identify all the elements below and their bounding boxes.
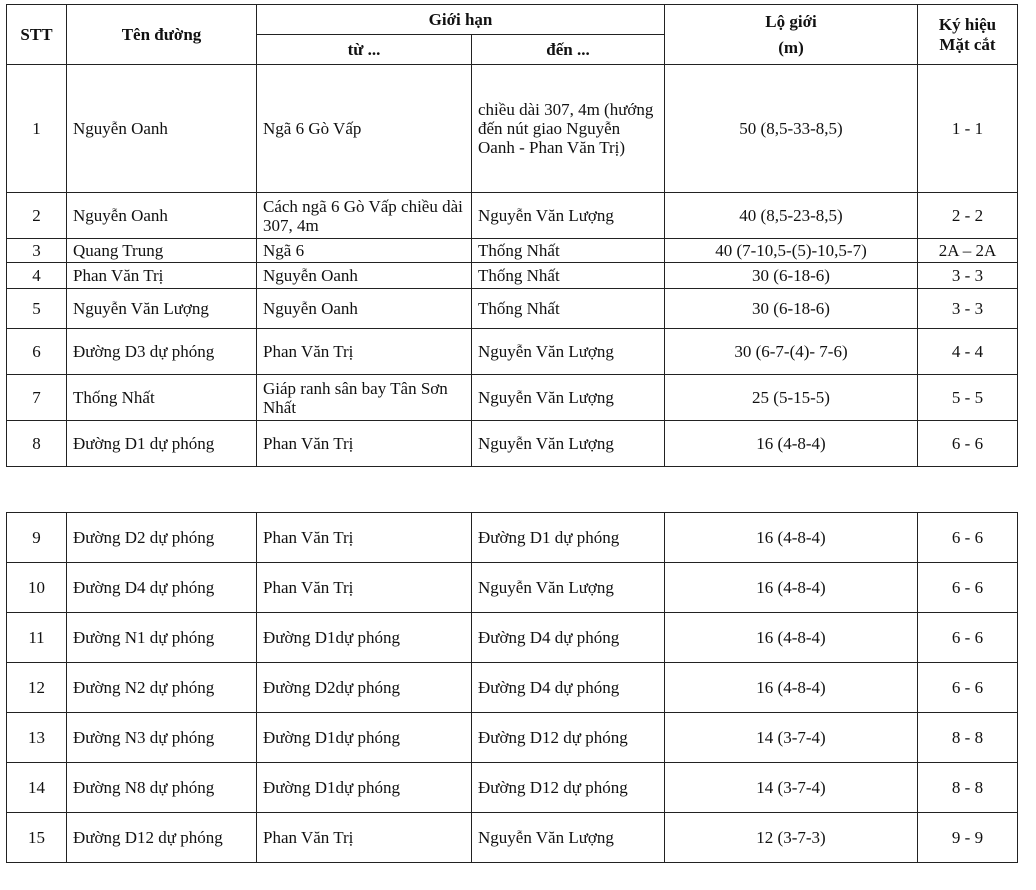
table-row [7, 289, 1018, 329]
row-number: 10 [7, 563, 67, 613]
road-width-cell: 40 (8,5-23-8,5) [665, 193, 918, 239]
road-width-cell: 12 (3-7-3) [665, 813, 918, 863]
section-symbol-cell: 5 - 5 [918, 375, 1018, 421]
road-name-cell: Đường N2 dự phóng [67, 663, 257, 713]
table-row [7, 375, 1018, 421]
from-cell: Đường D2dự phóng [257, 663, 472, 713]
from-cell: Giáp ranh sân bay Tân Sơn Nhất [257, 375, 472, 421]
header-section-symbol [918, 5, 1018, 65]
row-number: 15 [7, 813, 67, 863]
road-width-cell: 16 (4-8-4) [665, 563, 918, 613]
road-name-cell: Nguyễn Oanh [67, 65, 257, 193]
from-cell: Phan Văn Trị [257, 513, 472, 563]
road-name-cell: Đường D4 dự phóng [67, 563, 257, 613]
header-from: từ ... [257, 35, 472, 65]
road-width-cell: 30 (6-7-(4)- 7-6) [665, 329, 918, 375]
table-row [7, 663, 1018, 713]
road-width-cell: 16 (4-8-4) [665, 663, 918, 713]
from-cell: Phan Văn Trị [257, 421, 472, 467]
road-width-cell: 30 (6-18-6) [665, 289, 918, 329]
table-row [7, 421, 1018, 467]
from-cell: Phan Văn Trị [257, 329, 472, 375]
table-body-part-1 [7, 65, 1018, 467]
section-symbol-cell: 6 - 6 [918, 563, 1018, 613]
row-number: 12 [7, 663, 67, 713]
section-symbol-cell: 1 - 1 [918, 65, 1018, 193]
road-name-cell: Phan Văn Trị [67, 263, 257, 289]
road-name-cell: Thống Nhất [67, 375, 257, 421]
to-cell: Nguyễn Văn Lượng [472, 563, 665, 613]
road-width-cell: 25 (5-15-5) [665, 375, 918, 421]
from-cell: Cách ngã 6 Gò Vấp chiều dài 307, 4m [257, 193, 472, 239]
table-row [7, 563, 1018, 613]
from-cell: Nguyễn Oanh [257, 263, 472, 289]
to-cell: Đường D4 dự phóng [472, 663, 665, 713]
header-to: đến ... [472, 35, 665, 65]
to-cell: Đường D12 dự phóng [472, 763, 665, 813]
to-cell: Nguyễn Văn Lượng [472, 193, 665, 239]
road-table-part-1 [6, 4, 1018, 467]
section-symbol-cell: 6 - 6 [918, 663, 1018, 713]
header-road-width-line1: Lộ giới [765, 11, 817, 31]
table-row [7, 65, 1018, 193]
to-cell: Nguyễn Văn Lượng [472, 375, 665, 421]
row-number: 9 [7, 513, 67, 563]
road-name-cell: Nguyễn Oanh [67, 193, 257, 239]
road-width-cell: 50 (8,5-33-8,5) [665, 65, 918, 193]
row-number: 8 [7, 421, 67, 467]
section-symbol-cell: 4 - 4 [918, 329, 1018, 375]
header-road-width [665, 5, 918, 65]
from-cell: Nguyễn Oanh [257, 289, 472, 329]
road-table-part-2 [6, 512, 1018, 863]
to-cell: Nguyễn Văn Lượng [472, 421, 665, 467]
road-width-cell: 16 (4-8-4) [665, 613, 918, 663]
section-symbol-cell: 2A – 2A [918, 239, 1018, 263]
from-cell: Ngã 6 [257, 239, 472, 263]
from-cell: Đường D1dự phóng [257, 613, 472, 663]
section-symbol-cell: 8 - 8 [918, 713, 1018, 763]
road-name-cell: Đường N1 dự phóng [67, 613, 257, 663]
road-name-cell: Đường D3 dự phóng [67, 329, 257, 375]
section-symbol-cell: 3 - 3 [918, 263, 1018, 289]
section-symbol-cell: 3 - 3 [918, 289, 1018, 329]
table-row [7, 329, 1018, 375]
road-name-cell: Đường D2 dự phóng [67, 513, 257, 563]
table-row [7, 239, 1018, 263]
row-number: 13 [7, 713, 67, 763]
road-name-cell: Nguyễn Văn Lượng [67, 289, 257, 329]
to-cell: Nguyễn Văn Lượng [472, 329, 665, 375]
from-cell: Đường D1dự phóng [257, 763, 472, 813]
to-cell: Đường D12 dự phóng [472, 713, 665, 763]
row-number: 5 [7, 289, 67, 329]
from-cell: Đường D1dự phóng [257, 713, 472, 763]
section-symbol-cell: 6 - 6 [918, 613, 1018, 663]
road-name-cell: Đường D12 dự phóng [67, 813, 257, 863]
section-symbol-cell: 6 - 6 [918, 513, 1018, 563]
section-symbol-cell: 9 - 9 [918, 813, 1018, 863]
road-width-cell: 14 (3-7-4) [665, 763, 918, 813]
from-cell: Phan Văn Trị [257, 563, 472, 613]
table-row [7, 263, 1018, 289]
table-row [7, 513, 1018, 563]
row-number: 11 [7, 613, 67, 663]
row-number: 7 [7, 375, 67, 421]
table-body-part-2 [7, 513, 1018, 863]
table-row [7, 193, 1018, 239]
header-road-width-line2: (m) [778, 37, 804, 57]
row-number: 3 [7, 239, 67, 263]
section-symbol-cell: 8 - 8 [918, 763, 1018, 813]
from-cell: Ngã 6 Gò Vấp [257, 65, 472, 193]
header-road-name: Tên đường [67, 5, 257, 65]
row-number: 4 [7, 263, 67, 289]
road-width-cell: 16 (4-8-4) [665, 421, 918, 467]
to-cell: Thống Nhất [472, 289, 665, 329]
header-stt: STT [7, 5, 67, 65]
road-width-cell: 30 (6-18-6) [665, 263, 918, 289]
table-row [7, 613, 1018, 663]
to-cell: Thống Nhất [472, 263, 665, 289]
road-width-cell: 14 (3-7-4) [665, 713, 918, 763]
to-cell: chiều dài 307, 4m (hướng đến nút giao Nguyễn Oanh - Phan Văn Trị) [472, 65, 665, 193]
header-section-symbol-line1: Ký hiệu [938, 14, 997, 34]
road-name-cell: Đường N3 dự phóng [67, 713, 257, 763]
road-width-cell: 40 (7-10,5-(5)-10,5-7) [665, 239, 918, 263]
to-cell: Đường D1 dự phóng [472, 513, 665, 563]
row-number: 14 [7, 763, 67, 813]
header-section-symbol-line2: Mặt cắt [939, 34, 996, 54]
section-symbol-cell: 6 - 6 [918, 421, 1018, 467]
to-cell: Thống Nhất [472, 239, 665, 263]
row-number: 1 [7, 65, 67, 193]
road-width-cell: 16 (4-8-4) [665, 513, 918, 563]
to-cell: Đường D4 dự phóng [472, 613, 665, 663]
road-name-cell: Đường D1 dự phóng [67, 421, 257, 467]
table-row [7, 813, 1018, 863]
to-cell: Nguyễn Văn Lượng [472, 813, 665, 863]
table-row [7, 713, 1018, 763]
road-name-cell: Đường N8 dự phóng [67, 763, 257, 813]
table-row [7, 763, 1018, 813]
header-limit: Giới hạn [257, 5, 665, 35]
row-number: 6 [7, 329, 67, 375]
road-name-cell: Quang Trung [67, 239, 257, 263]
from-cell: Phan Văn Trị [257, 813, 472, 863]
section-symbol-cell: 2 - 2 [918, 193, 1018, 239]
row-number: 2 [7, 193, 67, 239]
